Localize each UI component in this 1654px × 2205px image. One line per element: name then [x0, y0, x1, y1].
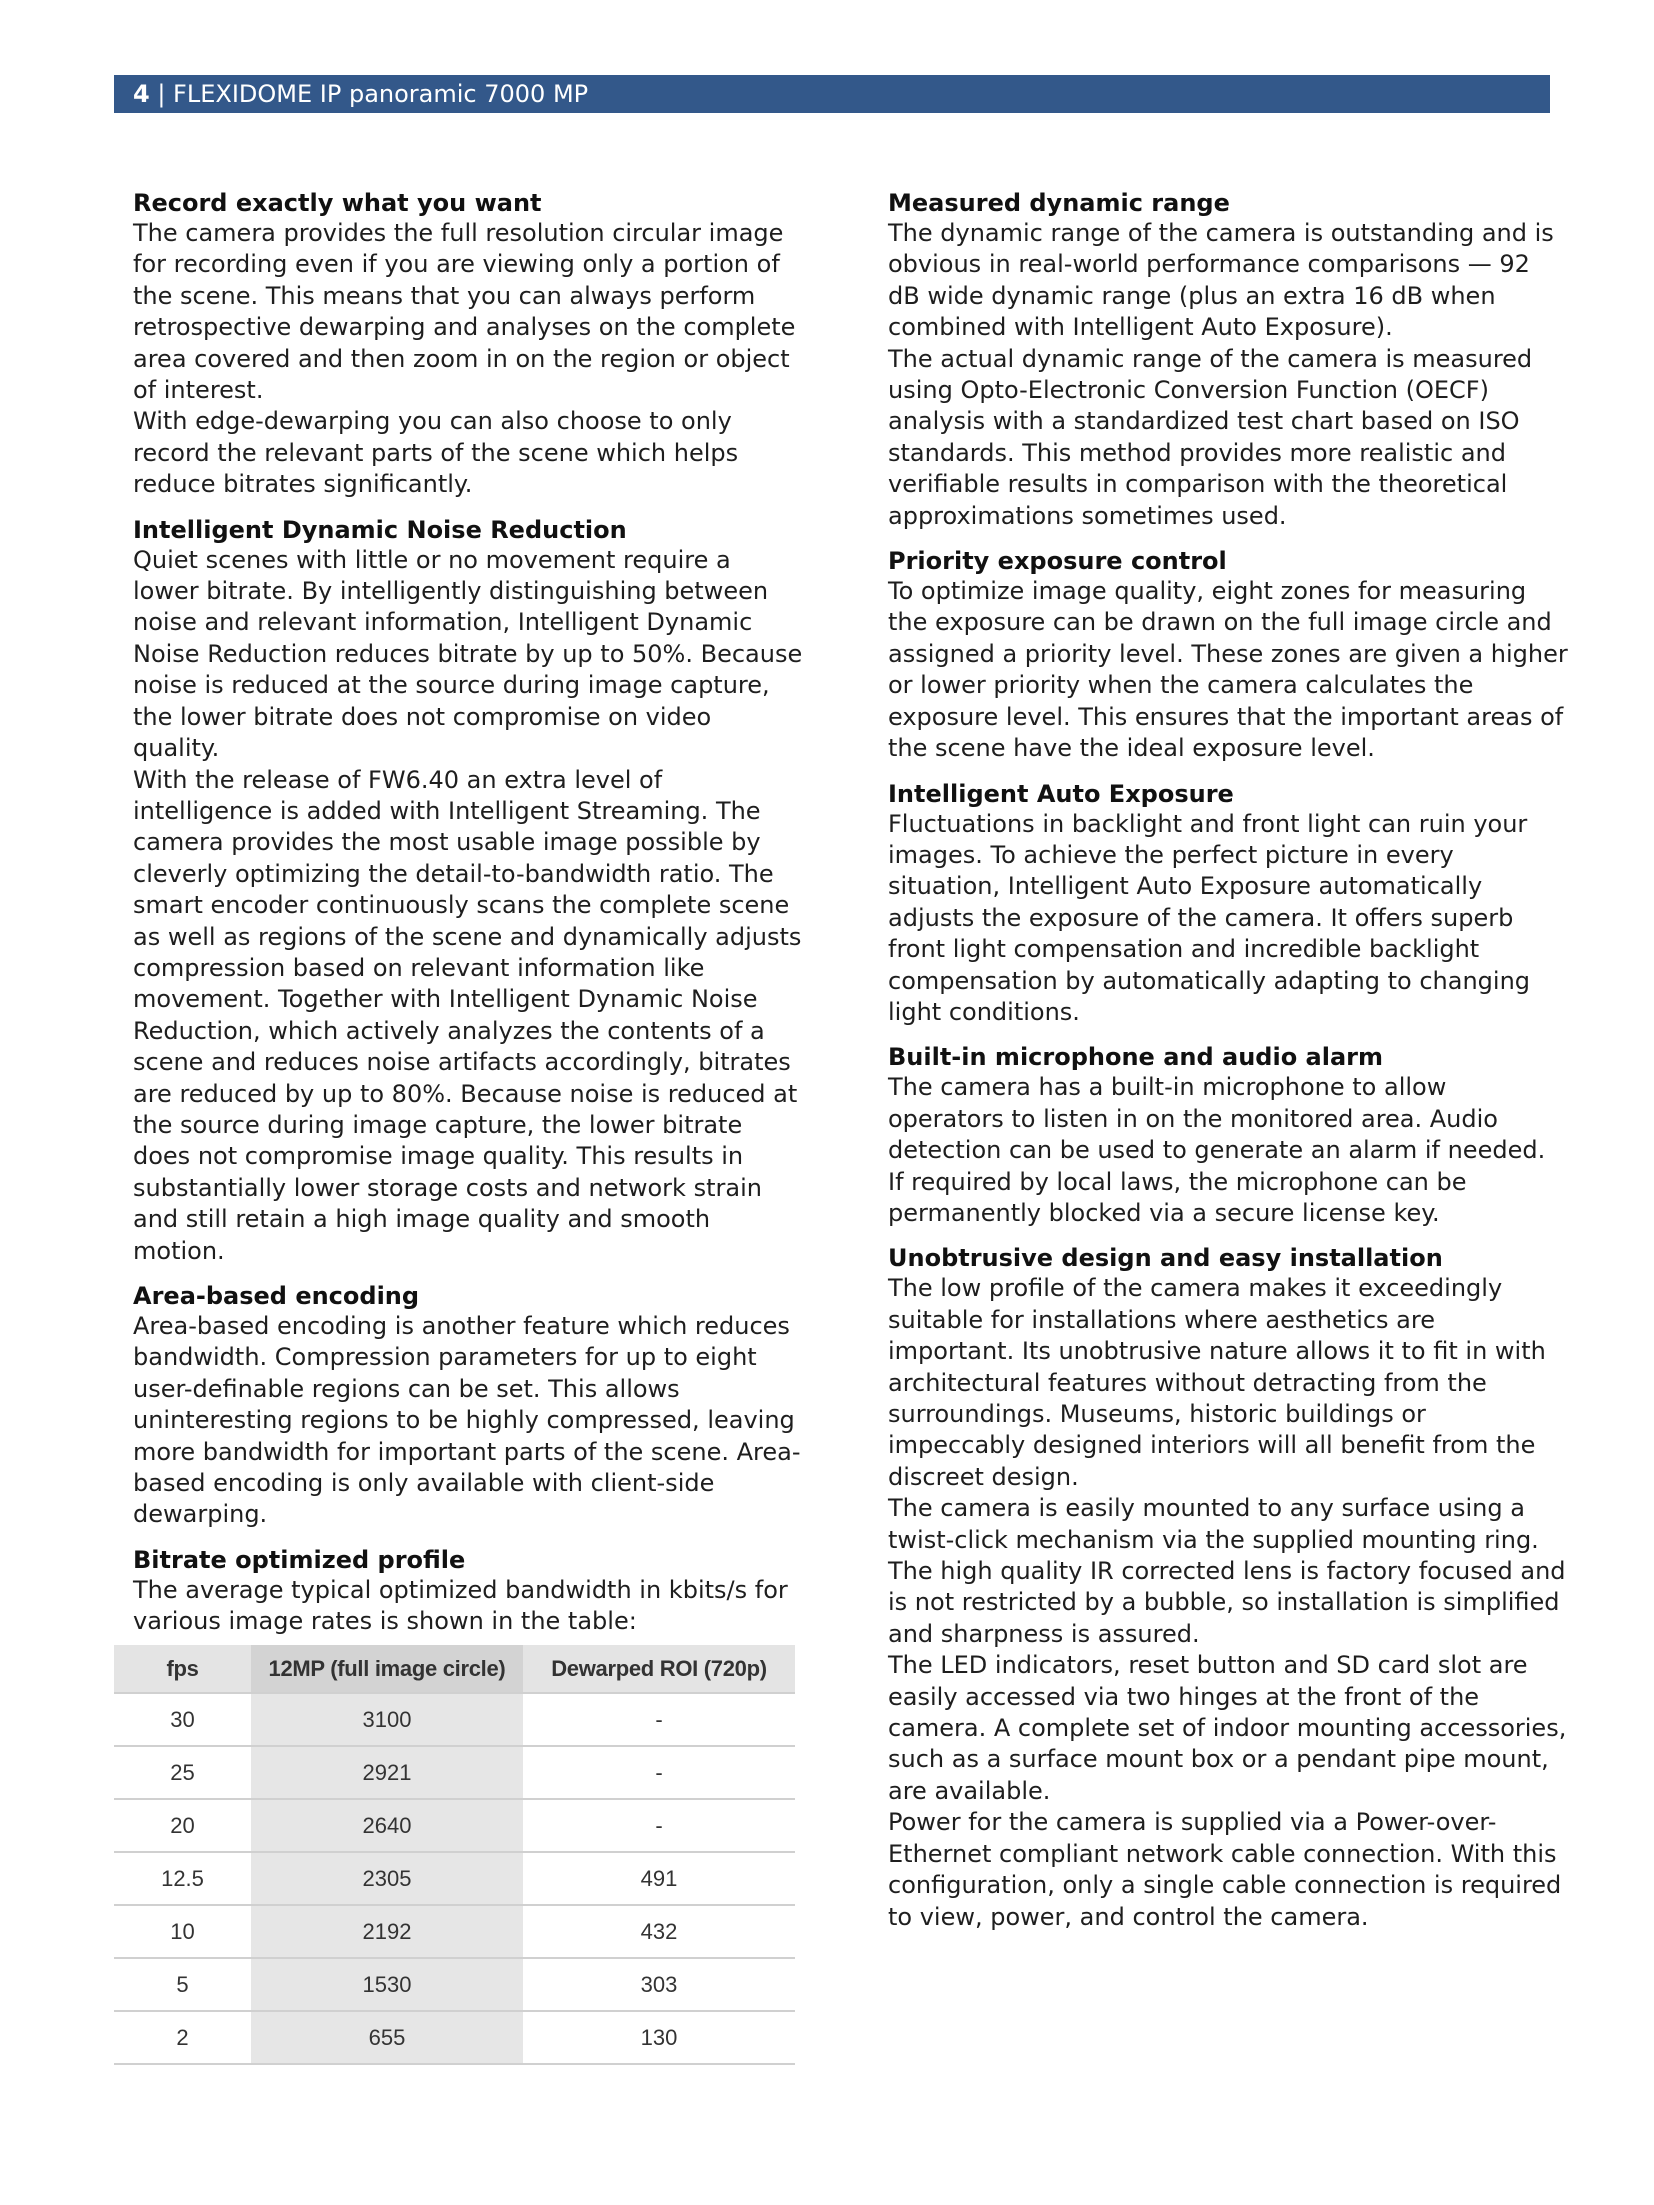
- table-cell: 491: [523, 1852, 795, 1905]
- column-header-12mp: 12MP (full image circle): [251, 1645, 523, 1693]
- section-paragraph: The camera provides the full resolution circular image for recording even if you are viewing only a portion of the scene. This means that you can always perform retrospective dewarping and analyses on the complete area covered and then zoom in on the region or object of interest.: [133, 219, 796, 405]
- table-cell: 432: [523, 1905, 795, 1958]
- section-paragraph: The dynamic range of the camera is outstanding and is obvious in real-world performance comparisons — 92 dB wide dynamic range (plus an extra 16 dB when combined with Intelligent Auto Exposure).: [888, 219, 1554, 342]
- table-cell: 30: [114, 1693, 251, 1746]
- table-cell: -: [523, 1799, 795, 1852]
- section-auto-exposure: [888, 779, 1568, 1029]
- section-paragraph: The average typical optimized bandwidth in kbits/s for various image rates is shown in the table:: [133, 1575, 788, 1636]
- table-cell: 2305: [251, 1852, 523, 1905]
- table-cell: 655: [251, 2011, 523, 2064]
- section-paragraph: With the release of FW6.40 an extra level of intelligence is added with Intelligent Streaming. The camera provides the most usable image possible by cleverly optimizing the detail-to-bandwidth ratio. The smart encoder continuously scans the complete scene as well as regions of the scene and dynamically adjusts compression based on relevant information like movement. Together with Intelligent Dynamic Noise Reduction, which actively analyzes the contents of a scene and reduces noise artifacts accordingly, bitrates are reduced by up to 80%. Because noise is reduced at the source during image capture, the lower bitrate does not compromise image quality. This results in substantially lower storage costs and network strain and still retain a high image quality and smooth motion.: [133, 765, 802, 1265]
- section-dynamic-range: [888, 188, 1568, 532]
- table-cell: 25: [114, 1746, 251, 1799]
- section-paragraph: The actual dynamic range of the camera is measured using Opto-Electronic Conversion Function (OECF) analysis with a standardized test chart based on ISO standards. This method provides more realistic and verifiable results in comparison with the theoretical approximations sometimes used.: [888, 344, 1533, 530]
- section-heading: Bitrate optimized profile: [133, 1545, 466, 1574]
- section-heading: Unobtrusive design and easy installation: [888, 1244, 1443, 1273]
- section-heading: Built-in microphone and audio alarm: [888, 1043, 1383, 1072]
- section-area-encoding: [133, 1281, 803, 1531]
- header-bar: [114, 75, 1550, 113]
- table-cell: -: [523, 1693, 795, 1746]
- table-cell: 12.5: [114, 1852, 251, 1905]
- table-cell: 20: [114, 1799, 251, 1852]
- table-cell: 2192: [251, 1905, 523, 1958]
- table-row: [114, 1958, 795, 2011]
- table-cell: 3100: [251, 1693, 523, 1746]
- bitrate-table: [114, 1645, 795, 2065]
- table-row: [114, 1799, 795, 1852]
- page-number: 4: [133, 80, 150, 108]
- table-row: [114, 1746, 795, 1799]
- section-heading: Intelligent Auto Exposure: [888, 779, 1234, 808]
- section-heading: Measured dynamic range: [888, 189, 1230, 217]
- section-paragraph: To optimize image quality, eight zones for measuring the exposure can be drawn on the full image circle and assigned a priority level. These zones are given a higher or lower priority when the camera calculates the exposure level. This ensures that the important areas of the scene have the ideal exposure level.: [888, 577, 1568, 763]
- section-heading: Area-based encoding: [133, 1282, 420, 1310]
- bitrate-table-container: [114, 1645, 795, 2065]
- section-paragraph: Power for the camera is supplied via a Power-over-Ethernet compliant network cable connection. With this configuration, only a single cable connection is required to view, power, and control the camera.: [888, 1808, 1562, 1931]
- table-cell: 2: [114, 2011, 251, 2064]
- table-cell: -: [523, 1746, 795, 1799]
- section-heading: Intelligent Dynamic Noise Reduction: [133, 515, 627, 544]
- table-header-row: [114, 1645, 795, 1693]
- table-row: [114, 1905, 795, 1958]
- section-heading: Priority exposure control: [888, 547, 1227, 576]
- section-paragraph: The camera is easily mounted to any surface using a twist-click mechanism via the supplied mounting ring. The high quality IR corrected lens is factory focused and is not restricted by a bubble, so installation is simplified and sharpness is assured.: [888, 1494, 1566, 1648]
- section-paragraph: The low profile of the camera makes it exceedingly suitable for installations where aesthetics are important. Its unobtrusive nature allows it to fit in with architectural features without detracting from the surroundings. Museums, historic buildings or impeccably designed interiors will all benefit from the discreet design.: [888, 1274, 1546, 1491]
- left-column: [133, 188, 803, 1652]
- section-paragraph: With edge-dewarping you can also choose to only record the relevant parts of the scene which helps reduce bitrates significantly.: [133, 407, 739, 499]
- table-cell: 5: [114, 1958, 251, 2011]
- table-cell: 1530: [251, 1958, 523, 2011]
- section-priority-exposure: [888, 546, 1568, 764]
- column-header-roi: Dewarped ROI (720p): [523, 1645, 795, 1693]
- table-row: [114, 1852, 795, 1905]
- section-record: [133, 188, 803, 501]
- section-microphone: [888, 1042, 1568, 1229]
- section-design-installation: [888, 1243, 1568, 1933]
- section-heading: Record exactly what you want: [133, 189, 542, 217]
- section-paragraph: Area-based encoding is another feature which reduces bandwidth. Compression parameters for up to eight user-definable regions can be set. This allows uninteresting regions to be highly compressed, leaving more bandwidth for important parts of the scene. Area-based encoding is only available with client-side dewarping.: [133, 1312, 801, 1529]
- section-bitrate-profile: [133, 1545, 803, 1638]
- table-row: [114, 1693, 795, 1746]
- table-cell: 10: [114, 1905, 251, 1958]
- column-header-fps: fps: [114, 1645, 251, 1693]
- section-paragraph: Fluctuations in backlight and front light can ruin your images. To achieve the perfect picture in every situation, Intelligent Auto Exposure automatically adjusts the exposure of the camera. It offers superb front light compensation and incredible backlight compensation by automatically adapting to changing light conditions.: [888, 809, 1531, 1026]
- table-cell: 130: [523, 2011, 795, 2064]
- header-separator: |: [149, 80, 174, 108]
- document-title: FLEXIDOME IP panoramic 7000 MP: [173, 80, 589, 108]
- table-cell: 303: [523, 1958, 795, 2011]
- right-column: [888, 188, 1568, 1947]
- section-paragraph: Quiet scenes with little or no movement require a lower bitrate. By intelligently distinguishing between noise and relevant information, Intelligent Dynamic Noise Reduction reduces bitrate by up to 50%. Because noise is reduced at the source during image capture, the lower bitrate does not compromise on video quality.: [133, 545, 803, 763]
- section-paragraph: The LED indicators, reset button and SD card slot are easily accessed via two hinges at the front of the camera. A complete set of indoor mounting accessories, such as a surface mount box or a pendant pipe mount, are available.: [888, 1651, 1567, 1805]
- section-paragraph: The camera has a built-in microphone to allow operators to listen in on the monitored area. Audio detection can be used to generate an alarm if needed. If required by local laws, the microphone can be permanently blocked via a secure license key.: [888, 1073, 1546, 1227]
- table-cell: 2921: [251, 1746, 523, 1799]
- section-noise-reduction: [133, 515, 803, 1267]
- table-row: [114, 2011, 795, 2064]
- table-cell: 2640: [251, 1799, 523, 1852]
